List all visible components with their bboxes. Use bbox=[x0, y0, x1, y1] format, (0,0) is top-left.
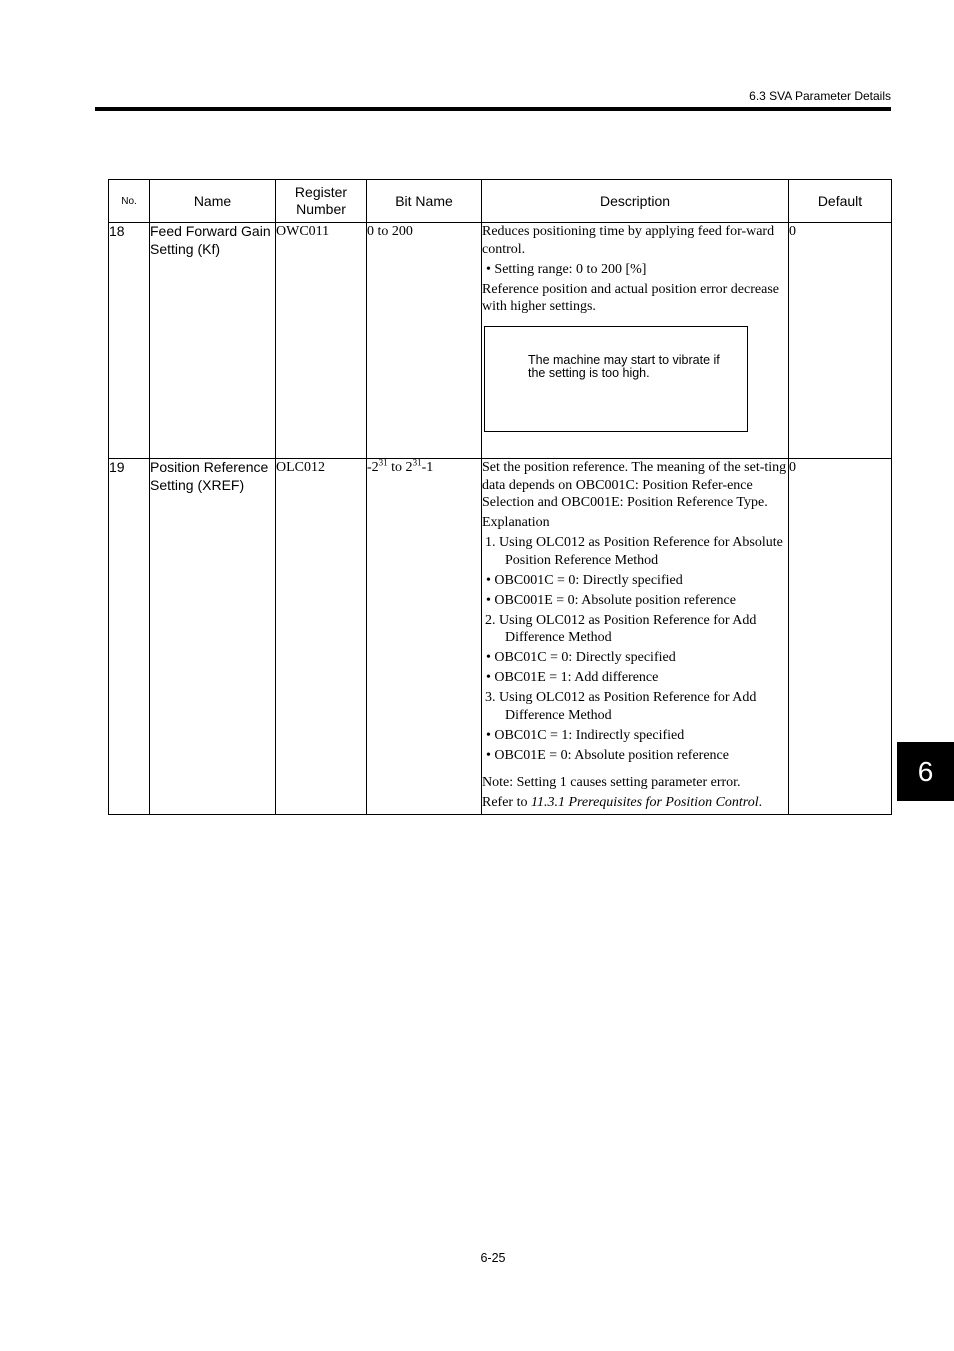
bullet-item: • OBC01E = 1: Add difference bbox=[486, 670, 659, 685]
row-bit-name: 0 to 200 bbox=[367, 223, 482, 459]
column-header-no: No. bbox=[109, 180, 150, 223]
row-no: 19 bbox=[109, 459, 150, 815]
row-default: 0 bbox=[789, 223, 892, 459]
reference-suffix: . bbox=[758, 795, 763, 810]
numbered-item: 3. Using OLC012 as Position Reference for Add Difference Method bbox=[485, 690, 757, 723]
row-default: 0 bbox=[789, 459, 892, 815]
table-row bbox=[109, 459, 892, 815]
reference-prefix: Refer to bbox=[482, 795, 531, 810]
row-register: OWC011 bbox=[276, 223, 367, 459]
description-text: Reference position and actual position error decrease with higher settings. bbox=[482, 281, 779, 314]
explanation-label: Explanation bbox=[482, 515, 550, 530]
bit-range-suffix: -1 bbox=[421, 460, 434, 475]
reference-text bbox=[482, 794, 788, 812]
row-bit-name bbox=[367, 459, 482, 815]
chapter-tab: 6 bbox=[897, 742, 954, 801]
row-register: OLC012 bbox=[276, 459, 367, 815]
column-header-bit-name: Bit Name bbox=[367, 180, 482, 223]
note-text: Note: Setting 1 causes setting parameter error. bbox=[482, 775, 741, 790]
bullet-item: • OBC01E = 0: Absolute position reference bbox=[486, 747, 729, 763]
parameter-table bbox=[108, 179, 892, 815]
row-description bbox=[482, 459, 789, 815]
running-header: 6.3 SVA Parameter Details bbox=[749, 89, 891, 103]
bullet-item: • OBC001E = 0: Absolute position reference bbox=[486, 592, 736, 608]
row-name: Feed Forward Gain Setting (Kf) bbox=[150, 223, 276, 459]
numbered-item: 2. Using OLC012 as Position Reference for Add Difference Method bbox=[485, 612, 757, 645]
bit-range-exponent: 31 bbox=[378, 457, 388, 468]
row-name: Position Reference Setting (XREF) bbox=[150, 459, 276, 815]
bullet-item: • Setting range: 0 to 200 [%] bbox=[486, 261, 647, 277]
table-row bbox=[109, 223, 892, 459]
bullet-item: • OBC001C = 0: Directly specified bbox=[486, 572, 683, 588]
table-header-row bbox=[109, 180, 892, 223]
bit-range-middle: to 2 bbox=[387, 460, 413, 475]
description-text: Reduces positioning time by applying feed for-ward control. bbox=[482, 224, 775, 257]
bit-range-exponent: 31 bbox=[412, 457, 422, 468]
bullet-item: • OBC01C = 0: Directly specified bbox=[486, 650, 676, 665]
header-rule bbox=[95, 107, 891, 111]
column-header-default: Default bbox=[789, 180, 892, 223]
bullet-item: • OBC01C = 1: Indirectly specified bbox=[486, 727, 685, 743]
page-number: 6-25 bbox=[480, 1251, 506, 1265]
caution-box: The machine may start to vibrate if the setting is too high. bbox=[484, 326, 748, 432]
reference-link: 11.3.1 Prerequisites for Position Control bbox=[530, 795, 759, 810]
bit-range-prefix: -2 bbox=[367, 460, 379, 475]
column-header-register-number bbox=[276, 180, 367, 223]
row-description bbox=[482, 223, 789, 459]
column-header-name: Name bbox=[150, 180, 276, 223]
description-text: Set the position reference. The meaning of the set-ting data depends on OBC001C: Position Refer-ence Selection and OBC001E: Position Reference Type. bbox=[482, 460, 787, 510]
column-header-register-number-text: Register Number bbox=[294, 184, 348, 217]
column-header-description: Description bbox=[482, 180, 789, 223]
row-no: 18 bbox=[109, 223, 150, 459]
numbered-item: 1. Using OLC012 as Position Reference for Absolute Position Reference Method bbox=[485, 535, 783, 568]
